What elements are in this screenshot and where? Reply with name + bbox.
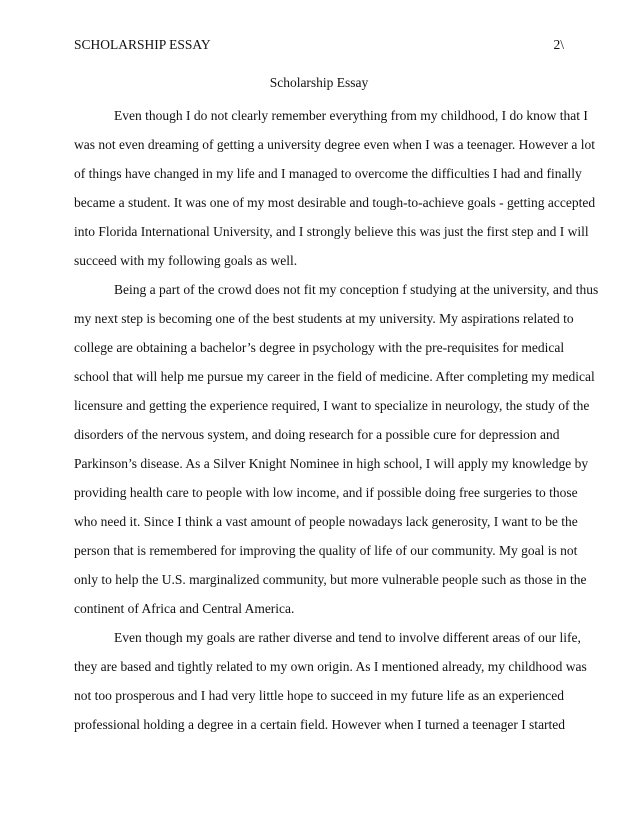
text-line: continent of Africa and Central America. xyxy=(74,601,295,616)
running-head-title: SCHOLARSHIP ESSAY xyxy=(74,37,211,52)
text-line: was not even dreaming of getting a university degree even when I was a teenager. However a lot xyxy=(74,137,596,152)
text-line: became a student. It was one of my most desirable and tough-to-achieve goals - getting accepted xyxy=(74,195,596,210)
text-line: succeed with my following goals as well. xyxy=(74,253,298,268)
text-line: licensure and getting the experience required, I want to specialize in neurology, the study of the xyxy=(74,398,590,413)
text-line: not too prosperous and I had very little hope to succeed in my future life as an experienced xyxy=(74,688,564,703)
text-line: Even though I do not clearly remember everything from my childhood, I do know that I xyxy=(114,108,588,123)
page-number: 2\ xyxy=(553,37,564,52)
text-line: they are based and tightly related to my own origin. As I mentioned already, my childhood was xyxy=(74,659,587,674)
text-line: school that will help me pursue my career in the field of medicine. After completing my medical xyxy=(74,369,595,384)
essay-title: Scholarship Essay xyxy=(269,75,369,90)
text-line: Parkinson’s disease. As a Silver Knight Nominee in high school, I will apply my knowledge by xyxy=(74,456,589,471)
text-line: into Florida International University, and I strongly believe this was just the first step and I will xyxy=(74,224,589,239)
text-line: who need it. Since I think a vast amount of people nowadays lack generosity, I want to be the xyxy=(74,514,578,529)
text-line: disorders of the nervous system, and doing research for a possible cure for depression and xyxy=(74,427,560,442)
running-head xyxy=(74,36,564,54)
text-line: providing health care to people with low income, and if possible doing free surgeries to those xyxy=(74,485,578,500)
text-line: of things have changed in my life and I managed to overcome the difficulties I had and finally xyxy=(74,166,582,181)
text-line: professional holding a degree in a certain field. However when I turned a teenager I started xyxy=(74,717,566,732)
essay-body xyxy=(74,101,599,739)
text-line: person that is remembered for improving the quality of life of our community. My goal is not xyxy=(74,543,578,558)
text-line: my next step is becoming one of the best students at my university. My aspirations related to xyxy=(74,311,574,326)
text-line: college are obtaining a bachelor’s degree in psychology with the pre-requisites for medical xyxy=(74,340,565,355)
text-line: only to help the U.S. marginalized community, but more vulnerable people such as those in the xyxy=(74,572,587,587)
text-line: Being a part of the crowd does not fit my conception f studying at the university, and thus xyxy=(114,282,599,297)
text-line: Even though my goals are rather diverse and tend to involve different areas of our life, xyxy=(114,630,581,645)
